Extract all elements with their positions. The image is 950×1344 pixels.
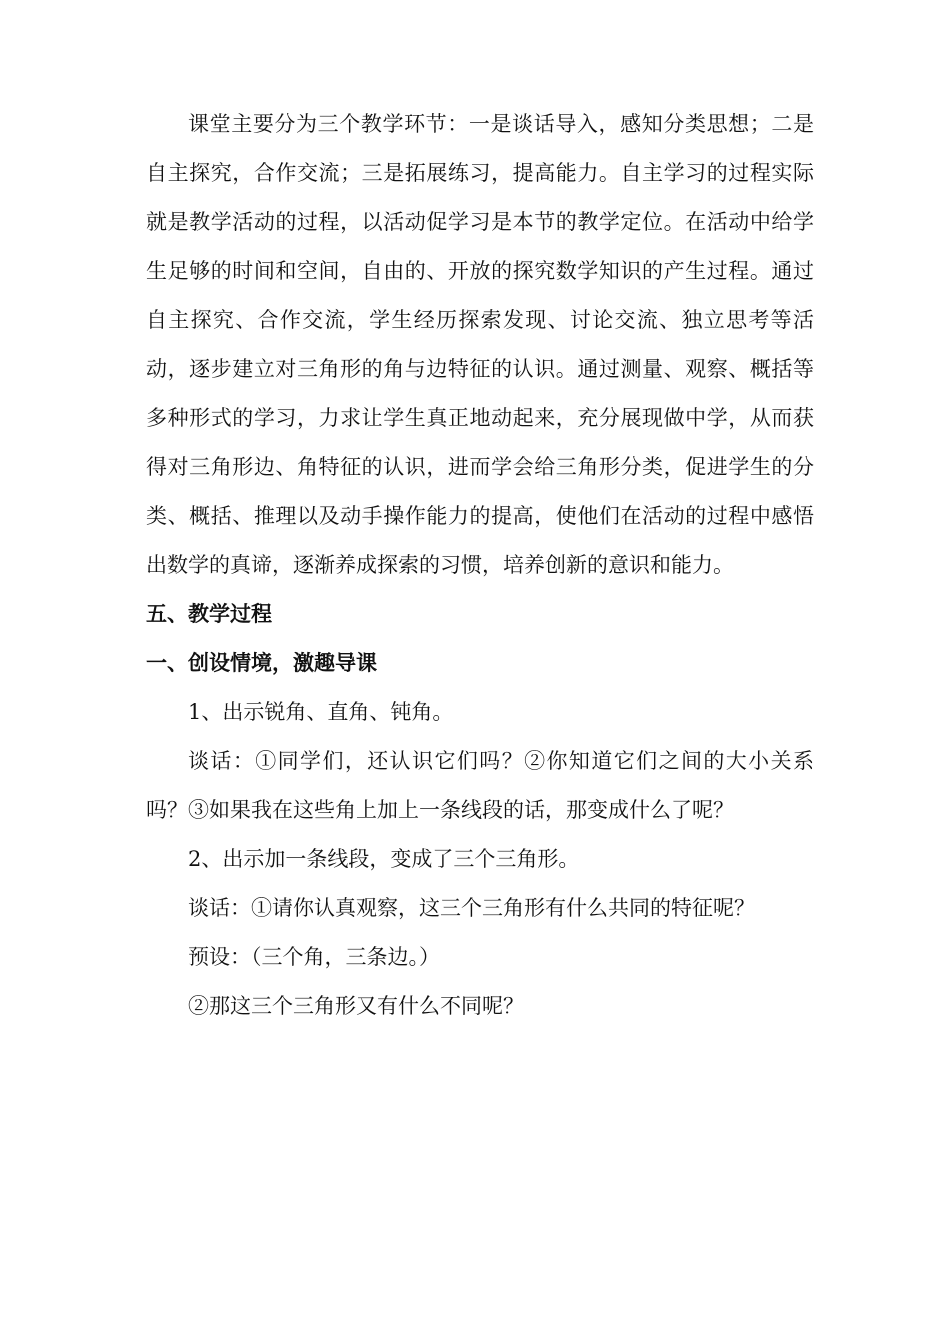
question-2: ②那这三个三角形又有什么不同呢？ bbox=[188, 994, 524, 1018]
talk-2: 谈话：①请你认真观察，这三个三角形有什么共同的特征呢？ bbox=[188, 896, 755, 920]
section-heading: 五、教学过程 bbox=[146, 602, 272, 626]
document-page bbox=[146, 100, 814, 1031]
step-1: 1、出示锐角、直角、钝角。 bbox=[188, 700, 454, 724]
talk-1: 谈话：①同学们，还认识它们吗？②你知道它们之间的大小关系吗？③如果我在这些角上加上一条线段的话，那变成什么了呢？ bbox=[146, 749, 814, 822]
step-2: 2、出示加一条线段，变成了三个三角形。 bbox=[188, 847, 580, 871]
preset-answer: 预设：（三个角，三条边。） bbox=[188, 945, 440, 969]
intro-paragraph: 课堂主要分为三个教学环节：一是谈话导入，感知分类思想；二是自主探究，合作交流；三是拓展练习，提高能力。自主学习的过程实际就是教学活动的过程，以活动促学习是本节的教学定位。在活动中给学生足够的时间和空间，自由的、开放的探究数学知识的产生过程。通过自主探究、合作交流，学生经历探索发现、讨论交流、独立思考等活动，逐步建立对三角形的角与边特征的认识。通过测量、观察、概括等多种形式的学习，力求让学生真正地动起来，充分展现做中学，从而获得对三角形边、角特征的认识，进而学会给三角形分类，促进学生的分类、概括、推理以及动手操作能力的提高，使他们在活动的过程中感悟出数学的真谛，逐渐养成探索的习惯，培养创新的意识和能力。 bbox=[146, 112, 814, 577]
sub-heading: 一、创设情境，激趣导课 bbox=[146, 651, 377, 675]
